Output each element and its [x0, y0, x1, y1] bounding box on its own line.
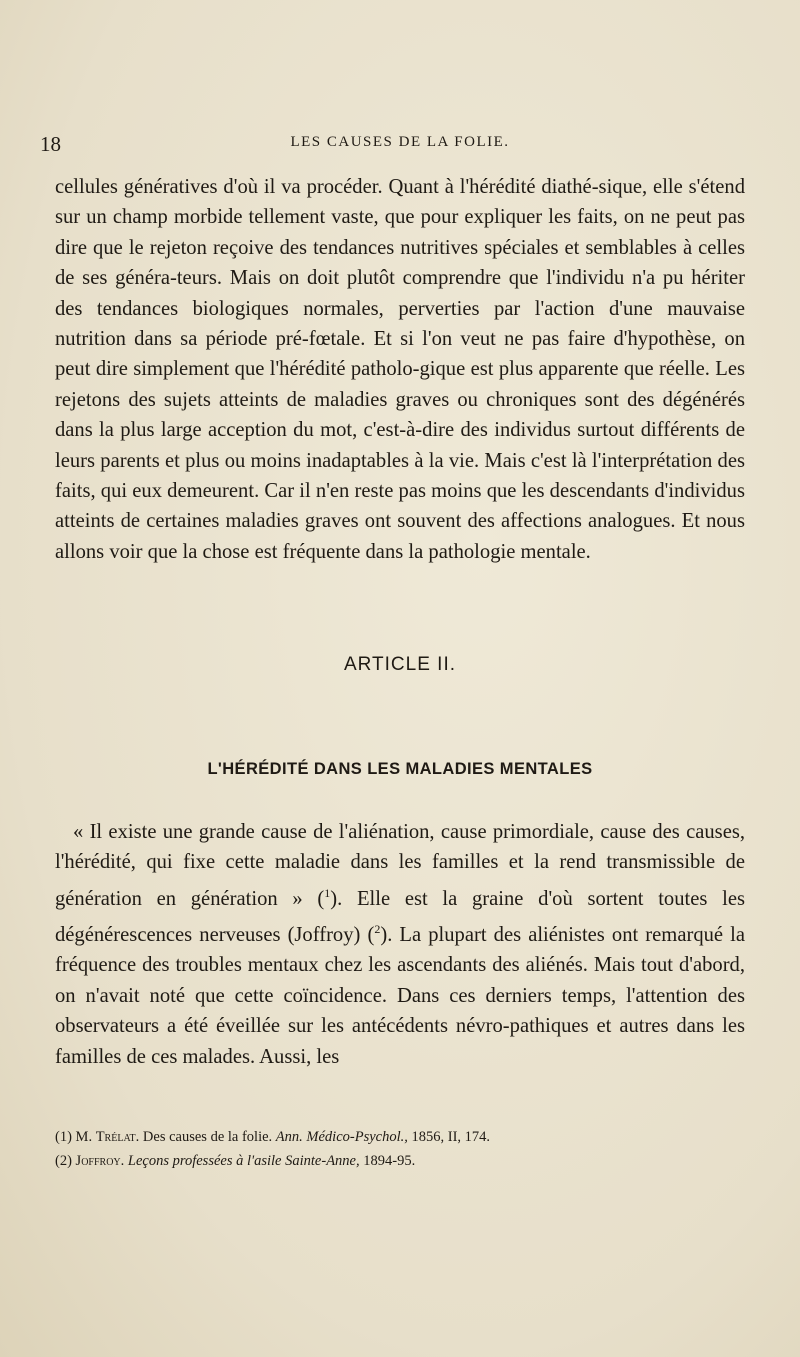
body-paragraph-2 — [55, 817, 745, 1072]
footnote-title: Des causes de la folie. — [142, 1129, 273, 1145]
footnote-author: Trélat. — [95, 1129, 140, 1145]
footnote-ref-1: 1 — [324, 885, 331, 900]
body-paragraph-1: cellules génératives d'où il va procéder. Quant à l'hérédité diathé-sique, elle s'étend sur un champ morbide tellement vaste, que pour expliquer les faits, on ne peut pas dire que le rejeton reçoive des tendances nutritives spéciales et semblables à celles de ses généra-teurs. Mais on doit plutôt comprendre que l'individu n'a pu hériter des tendances biologiques normales, perverties par l'action d'une mauvaise nutrition dans sa période pré-fœtale. Et si l'on veut ne pas faire d'hypothèse, on peut dire simplement que l'hérédité patholo-gique est plus apparente que réelle. Les rejetons des sujets atteints de maladies graves ou chroniques sont des dégénérés dans la plus large acception du mot, c'est-à-dire des individus surtout différents de leurs parents et plus ou moins inadaptables à la vie. Mais c'est là l'interprétation des faits, qui eux demeurent. Car il n'en reste pas moins que les descendants d'individus atteints de certaines maladies graves ont souvent des affections analogues. Et nous allons voir que la chose est fréquente dans la pathologie mentale. — [55, 176, 745, 563]
footnote-journal: Ann. Médico-Psychol., — [275, 1129, 408, 1145]
footnote-author: Joffroy. — [75, 1153, 125, 1169]
paragraph-2-part-b: ). Elle est la graine d'où sortent toutes les dégénérescences nerveuses (Joffroy) ( — [55, 887, 745, 946]
section-title: L'HÉRÉDITÉ DANS LES MALADIES MENTALES — [207, 760, 593, 778]
footnote-details: 1856, II, 174. — [411, 1129, 491, 1145]
paragraph-2-part-a: « Il existe une grande cause de l'aliénation, cause primordiale, cause des causes, l'hérédité, qui fixe cette maladie dans les familles et la rend transmissible de génération en génération » ( — [55, 821, 745, 910]
footnote-ref-2: 2 — [374, 922, 381, 937]
footnote-author-prefix: M. — [75, 1129, 93, 1145]
article-heading: ARTICLE II. — [343, 654, 456, 675]
page-number: 18 — [40, 132, 61, 156]
paragraph-2-part-c: ). La plupart des aliénistes ont remarqué la fréquence des troubles mentaux chez les ascendants des aliénés. Mais tout d'abord, on n'avait noté que cette coïncidence. Dans ces derniers temps, l'attention des observateurs a été éveillée sur les antécédents névro-pathiques et autres dans les familles de ces malades. Aussi, les — [55, 923, 746, 1068]
footnote-marker: (1) — [55, 1129, 72, 1145]
footnotes — [55, 1125, 755, 1173]
footnote-marker: (2) — [55, 1153, 72, 1169]
footnote-details: 1894-95. — [363, 1153, 416, 1169]
footnote-2 — [55, 1149, 755, 1173]
page-header — [40, 132, 760, 162]
footnote-1 — [55, 1125, 755, 1149]
footnote-title: Leçons professées à l'asile Sainte-Anne, — [127, 1153, 360, 1169]
running-title: LES CAUSES DE LA FOLIE. — [290, 134, 510, 150]
